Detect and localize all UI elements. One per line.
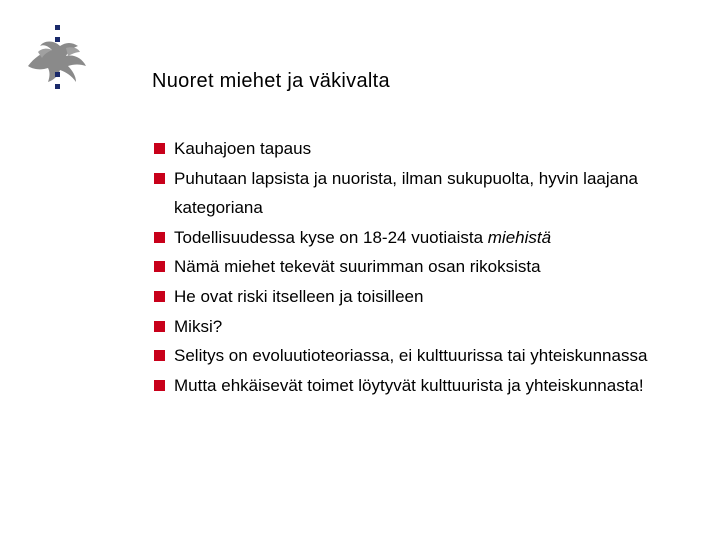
bullet-text: Miksi? — [174, 316, 223, 336]
bullet-square-icon — [154, 350, 165, 361]
list-item — [154, 282, 694, 312]
list-item — [154, 252, 694, 282]
bullet-square-icon — [154, 261, 165, 272]
bullet-square-icon — [154, 321, 165, 332]
bullet-text: Nämä miehet tekevät suurimman osan rikoksista — [174, 257, 541, 277]
bullet-text: He ovat riski itselleen ja toisilleen — [174, 286, 424, 306]
bullet-text: Puhutaan lapsista ja nuorista, ilman sukupuolta, hyvin laajana kategoriana — [174, 168, 639, 218]
bullet-square-icon — [154, 291, 165, 302]
list-item — [154, 371, 694, 401]
bullet-text: Todellisuudessa kyse on 18-24 vuotiaista — [174, 227, 488, 247]
bullet-square-icon — [154, 232, 165, 243]
list-item — [154, 341, 694, 371]
bullet-text: Mutta ehkäisevät toimet löytyvät kulttuurista ja yhteiskunnasta! — [174, 375, 644, 395]
slide-title: Nuoret miehet ja väkivalta — [152, 70, 390, 92]
bullet-text: Kauhajoen tapaus — [174, 139, 312, 158]
bullet-emphasis: miehistä — [487, 227, 552, 247]
bullet-square-icon — [154, 380, 165, 391]
bullet-text: Selitys on evoluutioteoriassa, ei kulttuurissa tai yhteiskunnassa — [174, 346, 648, 366]
list-item — [154, 223, 694, 253]
bullet-square-icon — [154, 173, 165, 184]
bullet-list — [154, 134, 694, 400]
university-logo-icon — [22, 22, 94, 98]
list-item — [154, 134, 694, 164]
list-item — [154, 164, 694, 223]
list-item — [154, 312, 694, 342]
bullet-square-icon — [154, 143, 165, 154]
